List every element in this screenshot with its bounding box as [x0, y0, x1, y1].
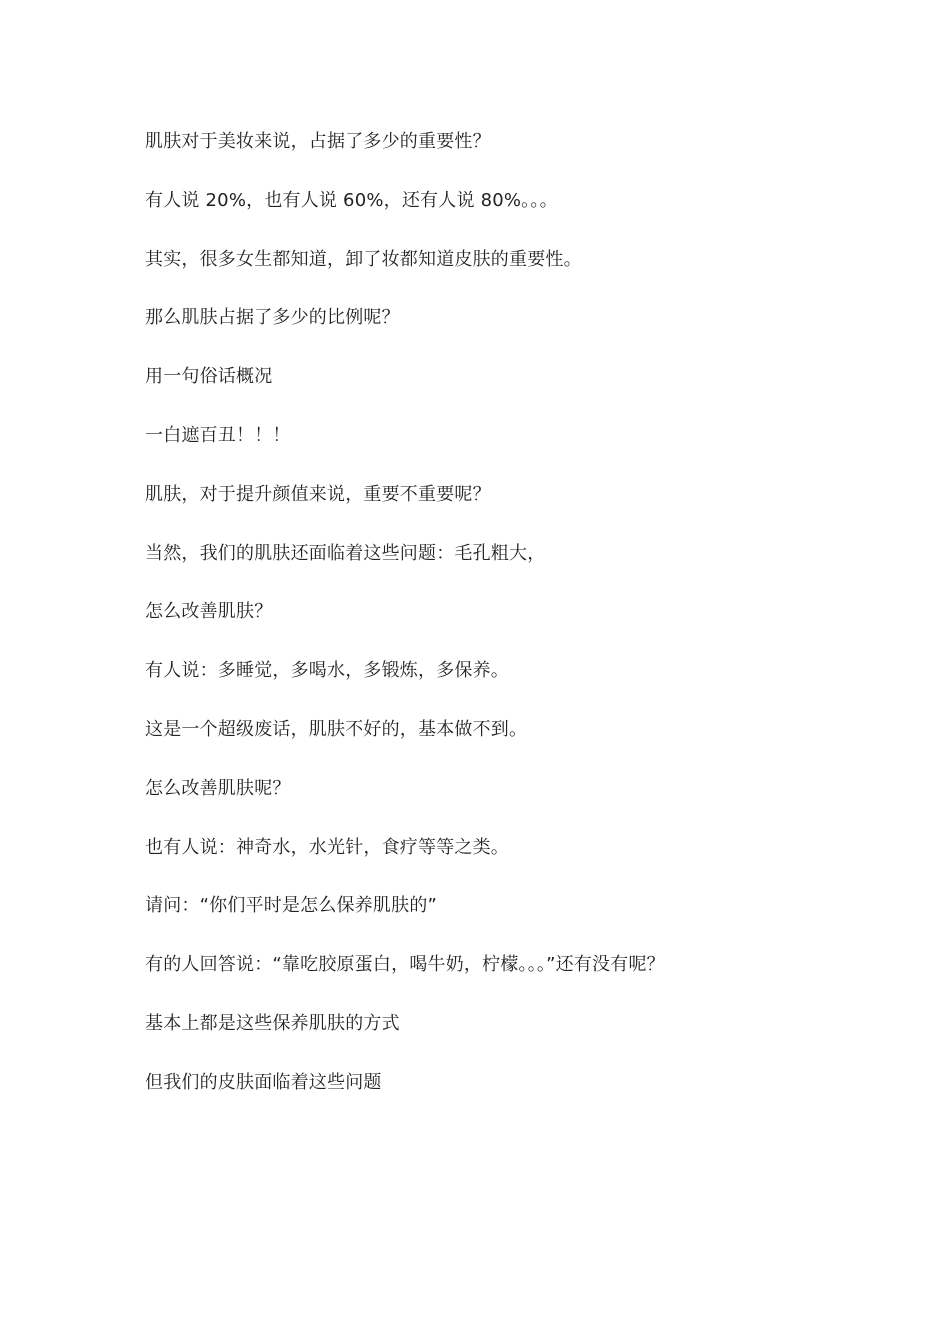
paragraph: 怎么改善肌肤？	[145, 601, 273, 623]
paragraph: 那么肌肤占据了多少的比例呢？	[145, 307, 400, 329]
paragraph: 有的人回答说：“靠吃胶原蛋白，喝牛奶，柠檬。。。”还有没有呢？	[145, 954, 665, 976]
paragraph: 用一句俗话概况	[145, 366, 273, 388]
paragraph: 但我们的皮肤面临着这些问题	[145, 1071, 382, 1093]
paragraph: 肌肤对于美妆来说，占据了多少的重要性？	[145, 131, 491, 152]
paragraph: 这是一个超级废话，肌肤不好的，基本做不到。	[145, 718, 528, 740]
paragraph: 当然，我们的肌肤还面临着这些问题：毛孔粗大，	[145, 542, 546, 564]
paragraph: 其实，很多女生都知道，卸了妆都知道皮肤的重要性。	[145, 248, 582, 270]
paragraph: 请问：“你们平时是怎么保养肌肤的”	[145, 895, 438, 917]
document-body	[145, 128, 845, 1128]
paragraph: 基本上都是这些保养肌肤的方式	[145, 1012, 400, 1034]
paragraph: 有人说 20%，也有人说 60%，还有人说 80%。。。	[145, 189, 558, 211]
paragraph: 怎么改善肌肤呢？	[145, 777, 291, 799]
paragraph: 肌肤，对于提升颜值来说，重要不重要呢？	[145, 483, 491, 505]
paragraph: 有人说：多睡觉，多喝水，多锻炼，多保养。	[145, 660, 509, 682]
paragraph: 也有人说：神奇水，水光针，食疗等等之类。	[145, 836, 509, 858]
paragraph: 一白遮百丑！！！	[145, 424, 291, 446]
